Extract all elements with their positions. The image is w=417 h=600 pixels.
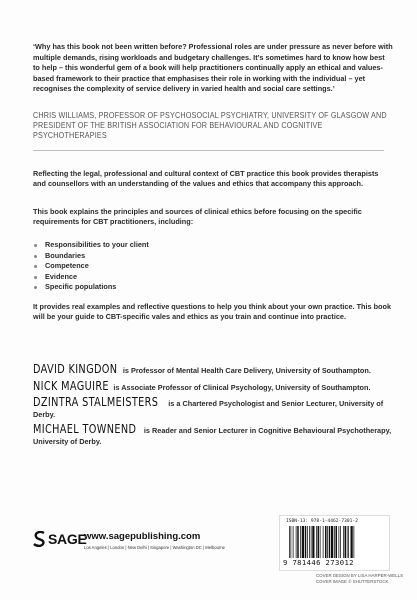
topic-list	[33, 240, 149, 293]
cover-image-credit: COVER IMAGE © SHUTTERSTOCK	[316, 579, 389, 584]
sage-logo-icon	[33, 531, 86, 547]
list-item: Evidence	[33, 272, 149, 283]
cover-design-credit: COVER DESIGN BY LISA HARPER-WELLS	[316, 573, 404, 578]
author-bio	[33, 397, 393, 420]
author-description: is Associate Professor of Clinical Psychology, University of Southampton.	[113, 382, 371, 392]
divider	[33, 150, 384, 151]
barcode-bars	[289, 526, 381, 558]
author-name: MICHAEL TOWNEND	[33, 422, 137, 436]
description-paragraph-2: This book explains the principles and sources of clinical ethics before focusing on the specific requirements for CBT practitioners, including:	[33, 207, 362, 227]
author-bio	[33, 364, 393, 377]
author-description: is Professor of Mental Health Care Delivery, University of Southampton.	[122, 366, 371, 375]
author-bio	[33, 424, 393, 447]
list-item: Specific populations	[33, 282, 149, 293]
publisher-logo	[33, 531, 86, 547]
list-item: Competence	[33, 261, 149, 272]
barcode-number: 9 781446 273012	[283, 558, 354, 567]
author-name: NICK MAGUIRE	[33, 378, 109, 393]
endorsement-quote: ‘Why has this book not been written before? Professional roles are under pressure as never before with multiple demands, rising workloads and budgetary challenges. It’s sometimes hard to know how best to help – this wonderful gem of a book will help practitioners continually apply an ethical and values-based framework to their practice that emphasises their role in working with the individual – yet recognises the complexity of service delivery in varied health and social care settings.’	[33, 42, 393, 94]
list-item: Responsibilities to your client	[33, 240, 149, 251]
author-description: is Reader and Senior Lecturer in Cognitive Behavioural Psychotherapy, University of Derby.	[33, 426, 392, 446]
description-paragraph-1: Reflecting the legal, professional and cultural context of CBT practice this book provides therapists and counsellors with an understanding of the values and ethics that accompany this approach.	[33, 169, 379, 189]
list-item: Boundaries	[33, 251, 149, 262]
author-bio	[33, 378, 393, 394]
author-name: DAVID KINGDON	[33, 362, 118, 376]
publisher-cities: Los Angeles | London | New Delhi | Singapore | Washington DC | Melbourne	[84, 545, 225, 550]
publisher-url: www.sagepublishing.com	[84, 531, 201, 542]
author-name: DZINTRA STALMEISTERS	[33, 395, 159, 409]
endorsement-attribution: CHRIS WILLIAMS, PROFESSOR OF PSYCHOSOCIAL PSYCHIATRY, UNIVERSITY OF GLASGOW AND PRESIDENT OF THE BRITISH ASSOCIATION FOR BEHAVIOURAL AND COGNITIVE PSYCHOTHERAPIES	[33, 110, 387, 140]
cover-credits	[316, 573, 403, 585]
author-bios	[33, 364, 393, 451]
publisher-name: SAGE	[48, 531, 87, 547]
author-description: is a Chartered Psychologist and Senior Lecturer, University of Derby.	[33, 399, 384, 419]
isbn-label: ISBN-13: 978-1-4462-7301-2	[286, 519, 358, 524]
barcode	[279, 515, 390, 571]
description-paragraph-3: It provides real examples and reflective questions to help you think about your own practice. This book will be your guide to CBT-specific vales and ethics as you train and continue into practice.	[33, 302, 392, 322]
